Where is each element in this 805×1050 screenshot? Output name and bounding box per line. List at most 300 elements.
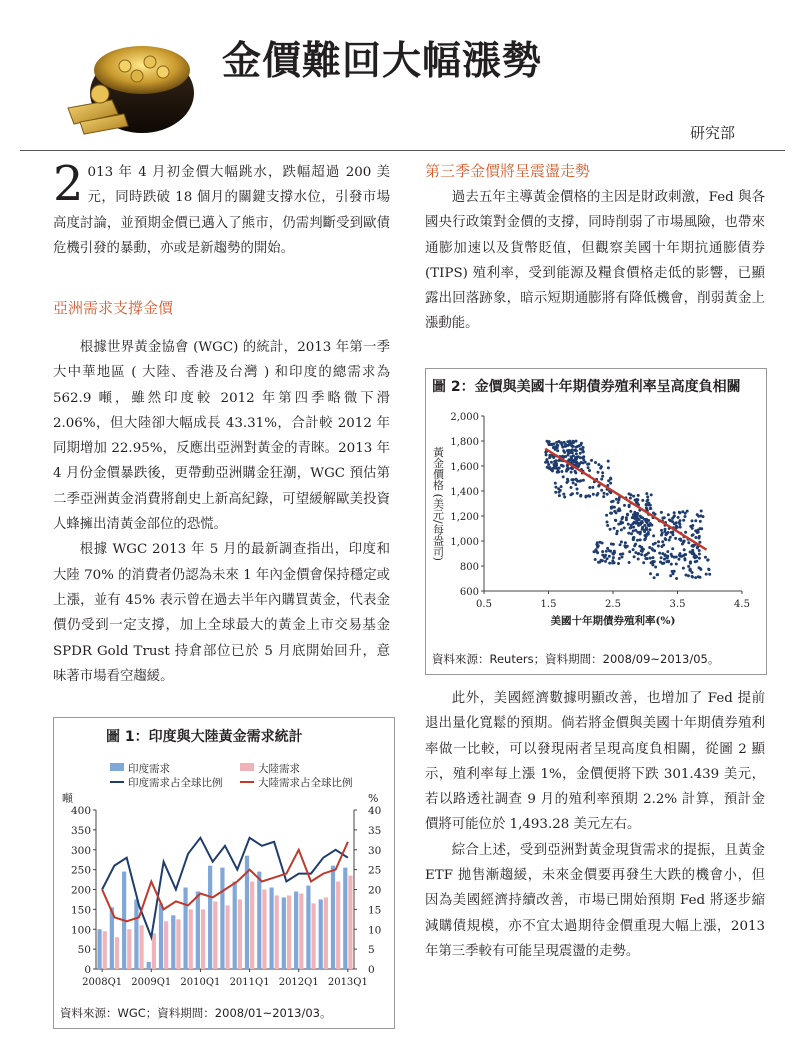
bar-india-demand: [319, 899, 323, 969]
scatter-point: [656, 573, 659, 576]
scatter-point: [553, 460, 556, 463]
scatter-point: [691, 519, 694, 522]
scatter-point: [666, 532, 669, 535]
scatter-point: [620, 528, 623, 531]
scatter-point: [600, 489, 603, 492]
x-tick-label: 2010Q1: [180, 977, 221, 988]
scatter-point: [572, 481, 575, 484]
bar-china-demand: [213, 901, 217, 969]
scatter-point: [553, 442, 556, 445]
scatter-point: [606, 493, 609, 496]
scatter-point: [582, 455, 585, 458]
scatter-point: [699, 567, 702, 570]
scatter-point: [634, 529, 637, 532]
scatter-point: [579, 448, 582, 451]
right-tick-label: 35: [368, 824, 382, 837]
scatter-point: [554, 486, 557, 489]
bar-china-demand: [336, 882, 340, 969]
left-tick-label: 350: [70, 824, 91, 837]
scatter-point: [568, 458, 571, 461]
left-tick-label: 50: [77, 944, 91, 957]
scatter-point: [650, 524, 653, 527]
scatter-point: [548, 440, 551, 443]
scatter-point: [664, 553, 667, 556]
scatter-point: [604, 560, 607, 563]
scatter-point: [654, 513, 657, 516]
scatter-point: [606, 521, 609, 524]
bar-china-demand: [312, 903, 316, 969]
scatter-point: [670, 555, 673, 558]
scatter-point: [684, 553, 687, 556]
scatter-point: [644, 520, 647, 523]
line-india-share: [102, 838, 348, 937]
scatter-point: [588, 495, 591, 498]
scatter-point: [625, 518, 628, 521]
scatter-point: [614, 519, 617, 522]
scatter-point: [654, 542, 657, 545]
right-axis-unit: %: [368, 792, 379, 805]
scatter-point: [653, 576, 656, 579]
scatter-point: [578, 463, 581, 466]
scatter-point: [576, 492, 579, 495]
scatter-point: [689, 551, 692, 554]
scatter-point: [632, 530, 635, 533]
scatter-point: [683, 548, 686, 551]
scatter-point: [671, 533, 674, 536]
scatter-point: [607, 466, 610, 469]
scatter-point: [630, 532, 633, 535]
scatter-point: [560, 485, 563, 488]
scatter-point: [639, 538, 642, 541]
bar-india-demand: [282, 897, 286, 969]
trend-line: [545, 449, 706, 550]
scatter-point: [640, 549, 643, 552]
scatter-point: [698, 549, 701, 552]
bar-india-demand: [97, 929, 101, 969]
figure-1-title: 圖 1：印度與大陸黃金需求統計: [106, 729, 303, 745]
section2-paragraph-3: 綜合上述，受到亞洲對黃金現貨需求的提振，且黃金 ETF 拋售漸趨緩，未來金價要再發生大跌的機會小，但因為美國經濟持續改善，市場已開始預期 Fed 將逐步縮減購債規模，亦不宜太過期待金價重現大幅上漲，2013 年第三季較有可能呈現震盪的走勢。: [425, 842, 765, 959]
x-tick-label: 2011Q1: [229, 977, 270, 988]
scatter-point: [637, 552, 640, 555]
scatter-point: [605, 550, 608, 553]
left-axis-unit: 噸: [62, 792, 73, 805]
bar-china-demand: [324, 897, 328, 969]
bar-china-demand: [250, 882, 254, 969]
scatter-point: [592, 493, 595, 496]
figure-2-source: 資料來源：Reuters；資料期間：2008/09~2013/05。: [432, 652, 720, 666]
scatter-point: [572, 445, 575, 448]
scatter-point: [613, 527, 616, 530]
scatter-point: [666, 550, 669, 553]
scatter-point: [590, 459, 593, 462]
scatter-point: [621, 556, 624, 559]
section2-paragraph-2: 此外，美國經濟數據明顯改善，也增加了 Fed 提前退出量化寬鬆的預期。倘若將金價與美國十年期債券殖利率做一比較，可以發現兩者呈現高度負相關，從圖 2 顯示，殖利率每上漲 1%，金價便將下跌 301.439 美元，若以路透社調查 9 月的殖利率預期 2.2% 計算，預計金價將可能位於 1,493.28 美元左右。: [425, 691, 765, 833]
scatter-point: [649, 507, 652, 510]
scatter-point: [564, 455, 567, 458]
scatter-point: [654, 566, 657, 569]
scatter-point: [615, 498, 618, 501]
section2-body-top: [425, 185, 765, 337]
scatter-point: [632, 495, 635, 498]
scatter-point: [554, 446, 557, 449]
scatter-point: [693, 554, 696, 557]
legend-label: 印度需求: [128, 763, 170, 775]
scatter-point: [675, 556, 678, 559]
bar-india-demand: [134, 899, 138, 969]
scatter-point: [683, 557, 686, 560]
scatter-point: [637, 558, 640, 561]
scatter-point: [618, 509, 621, 512]
scatter-point: [649, 557, 652, 560]
scatter-point: [660, 511, 663, 514]
scatter-point: [570, 471, 573, 474]
scatter-point: [698, 537, 701, 540]
scatter-point: [575, 446, 578, 449]
scatter-point: [698, 557, 701, 560]
figure-2-chart: [426, 401, 764, 641]
y-tick-label: 1,200: [450, 512, 479, 523]
bar-india-demand: [208, 866, 212, 969]
scatter-point: [673, 514, 676, 517]
scatter-point: [603, 492, 606, 495]
scatter-point: [556, 444, 559, 447]
scatter-point: [565, 470, 568, 473]
scatter-point: [554, 491, 557, 494]
scatter-point: [664, 528, 667, 531]
scatter-point: [562, 449, 565, 452]
x-axis-label: 美國十年期債券殖利率(%): [550, 615, 676, 627]
bar-india-demand: [331, 866, 335, 969]
scatter-point: [708, 568, 711, 571]
scatter-point: [548, 466, 551, 469]
scatter-point: [579, 456, 582, 459]
scatter-point: [659, 561, 662, 564]
scatter-point: [560, 470, 563, 473]
scatter-point: [609, 550, 612, 553]
scatter-point: [620, 540, 623, 543]
scatter-point: [610, 507, 613, 510]
figure-1-box: [53, 717, 395, 1029]
scatter-point: [645, 492, 648, 495]
scatter-point: [671, 547, 674, 550]
right-tick-label: 10: [368, 924, 382, 937]
bar-china-demand: [262, 890, 266, 970]
scatter-point: [699, 520, 702, 523]
scatter-point: [563, 496, 566, 499]
scatter-point: [633, 555, 636, 558]
scatter-point: [628, 561, 631, 564]
bar-china-demand: [287, 895, 291, 969]
scatter-point: [582, 451, 585, 454]
scatter-point: [687, 541, 690, 544]
scatter-point: [574, 471, 577, 474]
scatter-point: [652, 556, 655, 559]
scatter-point: [689, 525, 692, 528]
figure-1-chart: [54, 758, 392, 1000]
scatter-point: [704, 556, 707, 559]
y-tick-label: 800: [459, 562, 479, 573]
scatter-point: [551, 469, 554, 472]
x-tick-label: 2.5: [605, 599, 621, 610]
scatter-point: [679, 555, 682, 558]
scatter-point: [572, 459, 575, 462]
scatter-point: [605, 514, 608, 517]
scatter-point: [606, 524, 609, 527]
scatter-point: [677, 516, 680, 519]
scatter-point: [643, 530, 646, 533]
scatter-point: [615, 511, 618, 514]
bar-china-demand: [238, 899, 242, 969]
scatter-point: [609, 482, 612, 485]
bar-china-demand: [115, 937, 119, 969]
scatter-point: [569, 493, 572, 496]
legend-label: 印度需求占全球比例: [128, 777, 223, 789]
y-tick-label: 2,000: [450, 412, 479, 423]
y-tick-label: 1,600: [450, 462, 479, 473]
scatter-point: [691, 550, 694, 553]
scatter-point: [591, 486, 594, 489]
scatter-point: [562, 493, 565, 496]
intro-paragraph: [53, 156, 390, 261]
figure-2-box: [425, 368, 767, 675]
scatter-point: [558, 467, 561, 470]
scatter-point: [545, 453, 548, 456]
scatter-point: [686, 510, 689, 513]
scatter-point: [639, 523, 642, 526]
section1-body: [53, 335, 390, 689]
scatter-point: [696, 513, 699, 516]
scatter-point: [624, 541, 627, 544]
scatter-point: [627, 532, 630, 535]
scatter-point: [694, 576, 697, 579]
right-tick-label: 15: [368, 904, 382, 917]
scatter-point: [673, 522, 676, 525]
scatter-point: [571, 448, 574, 451]
scatter-point: [599, 541, 602, 544]
scatter-point: [575, 478, 578, 481]
scatter-point: [617, 501, 620, 504]
scatter-point: [594, 461, 597, 464]
scatter-point: [557, 469, 560, 472]
y-tick-label: 1,800: [450, 437, 479, 448]
scatter-point: [636, 539, 639, 542]
right-tick-label: 0: [368, 964, 375, 976]
scatter-point: [658, 552, 661, 555]
scatter-point: [663, 516, 666, 519]
bar-india-demand: [269, 888, 273, 969]
scatter-point: [627, 523, 630, 526]
scatter-point: [600, 465, 603, 468]
bar-china-demand: [348, 876, 352, 969]
scatter-point: [646, 557, 649, 560]
scatter-point: [567, 467, 570, 470]
scatter-point: [608, 562, 611, 565]
scatter-point: [588, 469, 591, 472]
scatter-point: [546, 461, 549, 464]
scatter-point: [629, 510, 632, 513]
scatter-point: [652, 534, 655, 537]
scatter-point: [574, 449, 577, 452]
scatter-point: [642, 561, 645, 564]
scatter-point: [609, 477, 612, 480]
y-tick-label: 1,000: [450, 537, 479, 548]
x-tick-label: 0.5: [476, 599, 492, 610]
scatter-point: [698, 553, 701, 556]
x-tick-label: 2008Q1: [82, 977, 123, 988]
scatter-point: [687, 565, 690, 568]
bar-india-demand: [196, 891, 200, 969]
bar-china-demand: [189, 909, 193, 969]
scatter-point: [641, 526, 644, 529]
scatter-point: [608, 555, 611, 558]
scatter-point: [582, 446, 585, 449]
legend-label: 大陸需求占全球比例: [258, 777, 353, 789]
gold-coins-image: [60, 38, 200, 138]
line-china-share: [102, 842, 348, 922]
scatter-point: [663, 558, 666, 561]
scatter-point: [644, 537, 647, 540]
bar-india-demand: [183, 888, 187, 969]
scatter-point: [694, 536, 697, 539]
scatter-point: [648, 528, 651, 531]
scatter-point: [601, 559, 604, 562]
scatter-point: [640, 553, 643, 556]
scatter-point: [692, 533, 695, 536]
scatter-point: [667, 513, 670, 516]
scatter-point: [556, 449, 559, 452]
scatter-point: [603, 556, 606, 559]
scatter-point: [660, 529, 663, 532]
scatter-point: [587, 463, 590, 466]
left-tick-label: 150: [70, 904, 91, 917]
scatter-point: [660, 545, 663, 548]
scatter-point: [601, 550, 604, 553]
scatter-point: [597, 471, 600, 474]
scatter-point: [684, 515, 687, 518]
scatter-point: [594, 548, 597, 551]
y-tick-label: 600: [459, 587, 479, 598]
scatter-point: [634, 551, 637, 554]
scatter-point: [645, 528, 648, 531]
scatter-point: [669, 574, 672, 577]
left-tick-label: 250: [70, 864, 91, 877]
department-label: 研究部: [690, 124, 736, 142]
scatter-point: [621, 516, 624, 519]
legend-swatch: [110, 763, 124, 771]
scatter-point: [574, 483, 577, 486]
bar-india-demand: [233, 882, 237, 969]
scatter-point: [632, 522, 635, 525]
scatter-point: [678, 558, 681, 561]
scatter-point: [660, 534, 663, 537]
scatter-point: [630, 526, 633, 529]
bar-india-demand: [343, 868, 347, 969]
x-tick-label: 3.5: [669, 599, 686, 610]
scatter-point: [588, 486, 591, 489]
scatter-point: [610, 500, 613, 503]
scatter-point: [675, 563, 678, 566]
left-tick-label: 100: [70, 924, 91, 937]
scatter-point: [597, 463, 600, 466]
scatter-point: [640, 516, 643, 519]
scatter-point: [682, 541, 685, 544]
scatter-point: [558, 491, 561, 494]
scatter-point: [619, 543, 622, 546]
scatter-point: [695, 560, 698, 563]
scatter-point: [660, 556, 663, 559]
scatter-point: [562, 475, 565, 478]
scatter-point: [613, 561, 616, 564]
scatter-point: [602, 495, 605, 498]
scatter-point: [674, 537, 677, 540]
right-tick-label: 5: [368, 944, 375, 957]
scatter-point: [671, 517, 674, 520]
left-tick-label: 300: [70, 844, 91, 857]
scatter-point: [689, 568, 692, 571]
section-heading-asia: 亞洲需求支撐金價: [53, 299, 174, 317]
scatter-point: [632, 548, 635, 551]
scatter-point: [691, 571, 694, 574]
scatter-point: [565, 481, 568, 484]
scatter-point: [666, 556, 669, 559]
scatter-point: [647, 519, 650, 522]
scatter-point: [691, 576, 694, 579]
scatter-point: [610, 512, 613, 515]
right-tick-label: 30: [368, 844, 382, 857]
scatter-point: [638, 545, 641, 548]
scatter-point: [676, 526, 679, 529]
bar-china-demand: [176, 919, 180, 969]
scatter-point: [699, 514, 702, 517]
scatter-point: [607, 460, 610, 463]
scatter-point: [684, 531, 687, 534]
section2-paragraph-1: 過去五年主導黃金價格的主因是財政刺激，Fed 與各國央行政策對金價的支撐，同時削弱了市場風險，也帶來通膨加速以及貨幣貶值，但觀察美國十年期抗通膨債券 (TIPS) 殖利率，受到能源及糧食價格走低的影響，已顯露出回落跡象，暗示短期通膨將有降低機會，削弱黃金上漲動能。: [425, 190, 765, 332]
scatter-point: [637, 494, 640, 497]
scatter-point: [596, 492, 599, 495]
section-heading-q3: 第三季金價將呈震盪走勢: [425, 162, 591, 180]
scatter-point: [619, 522, 622, 525]
scatter-point: [700, 527, 703, 530]
scatter-point: [678, 538, 681, 541]
scatter-point: [601, 475, 604, 478]
scatter-point: [613, 551, 616, 554]
y-axis-label: 黃金價格 (美元/每盎司): [431, 446, 445, 561]
scatter-point: [700, 510, 703, 513]
scatter-point: [708, 573, 711, 576]
section2-body-bottom: [425, 686, 765, 964]
scatter-point: [636, 514, 639, 517]
scatter-point: [675, 577, 678, 580]
scatter-point: [670, 563, 673, 566]
section1-paragraph-2: 根據 WGC 2013 年 5 月的最新調查指出，印度和大陸 70% 的消費者仍認為未來 1 年內金價會保持穩定或上漲，並有 45% 表示曾在過去半年內購買黃金，代表金價仍受到一定支撐，加上全球最大的黃金上市交易基金 SPDR Gold Trust 持倉部位已於 5 月底開始回升，意味著市場看空趨緩。: [53, 542, 390, 684]
bar-india-demand: [159, 903, 163, 969]
scatter-point: [609, 528, 612, 531]
scatter-point: [672, 572, 675, 575]
scatter-point: [575, 452, 578, 455]
bar-india-demand: [171, 915, 175, 969]
scatter-point: [623, 527, 626, 530]
x-tick-label: 1.5: [540, 599, 557, 610]
scatter-point: [621, 552, 624, 555]
scatter-point: [555, 441, 558, 444]
scatter-point: [649, 504, 652, 507]
scatter-point: [548, 443, 551, 446]
scatter-point: [554, 482, 557, 485]
scatter-point: [694, 556, 697, 559]
scatter-point: [648, 546, 651, 549]
bar-china-demand: [140, 925, 144, 969]
bar-china-demand: [103, 931, 107, 969]
